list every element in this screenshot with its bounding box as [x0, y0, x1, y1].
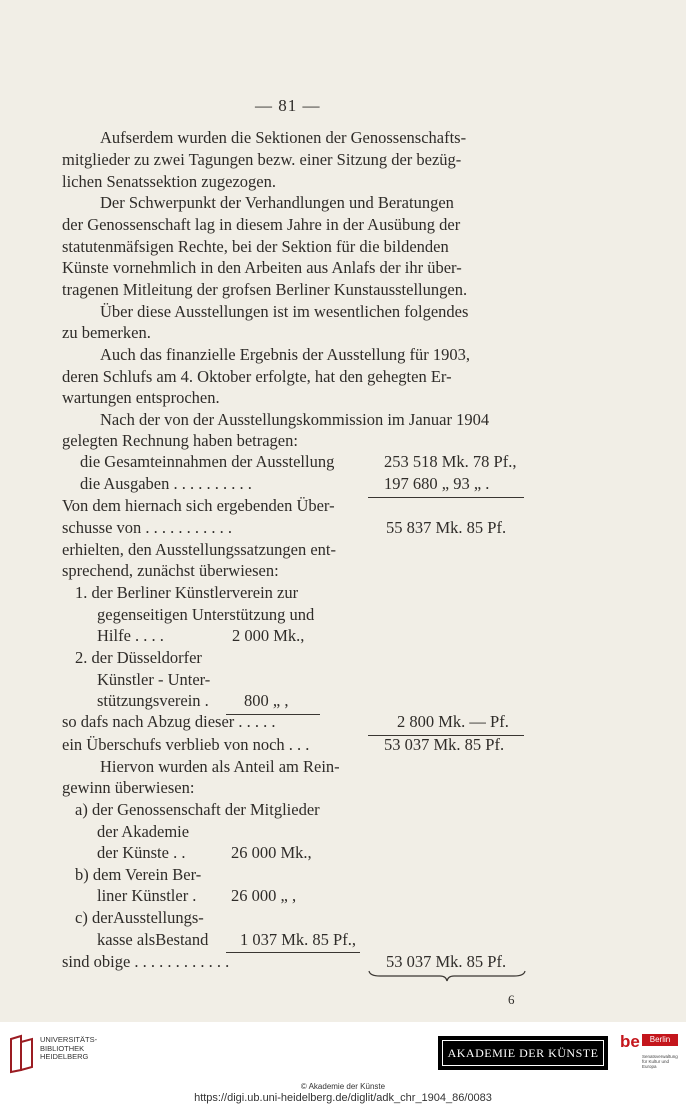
library-line-2: BIBLIOTHEK: [40, 1043, 85, 1053]
item-c-value: 1 037 Mk. 85 Pf.,: [240, 930, 356, 949]
income-value: 253 518 Mk. 78 Pf.,: [384, 452, 517, 471]
surplus-value: 55 837 Mk. 85 Pf.: [386, 518, 507, 537]
text-line-3: lichen Senatssektion zugezogen.: [62, 172, 276, 191]
library-name: [40, 1036, 97, 1062]
surplus-label-2: schusse von . . . . . . . . . . .: [62, 518, 233, 537]
text-line-12: deren Schlufs am 4. Oktober erfolgte, hat den gehegten Er-: [62, 367, 452, 386]
library-line-3: HEIDELBERG: [40, 1052, 89, 1061]
text-line-13: wartungen entsprochen.: [62, 388, 220, 407]
berlin-senate-text: Senatsverwaltung für Kultur und Europa: [642, 1054, 678, 1069]
expense-label: die Ausgaben . . . . . . . . . .: [80, 474, 252, 493]
item-b-line-1: b) dem Verein Ber-: [75, 865, 202, 884]
deduction-label: so dafs nach Abzug dieser . . . . .: [62, 712, 276, 731]
total-label: sind obige . . . . . . . . . . . .: [62, 952, 230, 971]
item-a-line-3: der Künste . .: [97, 843, 186, 862]
text-line-2: mitglieder zu zwei Tagungen bezw. einer Sitzung der bezüg-: [62, 150, 462, 169]
text-line-10: zu bemerken.: [62, 323, 151, 342]
text-line-9: Über diese Ausstellungen ist im wesentlichen folgendes: [100, 302, 469, 321]
text-line-4: Der Schwerpunkt der Verhandlungen und Beratungen: [100, 193, 454, 212]
item2-value: 800 „ ,: [244, 691, 289, 710]
permalink-url[interactable]: https://digi.ub.uni-heidelberg.de/diglit/adk_chr_1904_86/0083: [194, 1092, 492, 1104]
footer-bar: [0, 1022, 686, 1108]
deduction-value: 2 800 Mk. — Pf.: [397, 712, 509, 731]
text-line-6: statutenmäfsigen Rechte, bei der Sektion für die bildenden: [62, 237, 449, 256]
surplus-label-1: Von dem hiernach sich ergebenden Über-: [62, 496, 335, 515]
item1-value: 2 000 Mk.,: [232, 626, 305, 645]
text-line-5: der Genossenschaft lag in diesem Jahre in der Ausübung der: [62, 215, 461, 234]
academy-logo-text: AKADEMIE DER KÜNSTE: [442, 1040, 604, 1066]
text-line-1: Aufserdem wurden die Sektionen der Genossenschafts-: [100, 128, 467, 147]
received-line-1: erhielten, den Ausstellungssatzungen ent-: [62, 540, 337, 559]
share-line-2: gewinn überwiesen:: [62, 778, 195, 797]
text-line-15: gelegten Rechnung haben betragen:: [62, 431, 298, 450]
item-c-line-1: c) derAusstellungs-: [75, 908, 204, 927]
text-line-8: tragenen Mitleitung der grofsen Berliner Kunstausstellungen.: [62, 280, 468, 299]
sum-rule-4: [226, 952, 360, 953]
heidelberg-library-logo-icon[interactable]: [8, 1034, 36, 1074]
remainder-label: ein Überschufs verblieb von noch . . .: [62, 735, 310, 754]
item1-line-b: gegenseitigen Unterstützung und: [97, 605, 315, 624]
item-b-value: 26 000 „ ,: [231, 886, 297, 905]
item-a-line-2: der Akademie: [97, 822, 190, 841]
item2-line-c: stützungsverein .: [97, 691, 209, 710]
sum-rule-1: [368, 497, 524, 498]
item-a-line-1: a) der Genossenschaft der Mitglieder: [75, 800, 320, 819]
expense-value: 197 680 „ 93 „ .: [384, 474, 490, 493]
item2-line-b: Künstler - Unter-: [97, 670, 211, 689]
copyright-notice: © Akademie der Künste: [300, 1082, 386, 1091]
text-line-7: Künste vornehmlich in den Arbeiten aus Anlafs der ihr über-: [62, 258, 462, 277]
sheet-signature: 6: [508, 992, 515, 1007]
page-number: — 81 —: [255, 96, 321, 115]
berlin-red-box: Berlin: [642, 1034, 678, 1046]
total-value: 53 037 Mk. 85 Pf.: [386, 952, 507, 971]
text-line-14: Nach der von der Ausstellungskommission im Januar 1904: [100, 410, 490, 429]
item1-line-c: Hilfe . . . .: [97, 626, 164, 645]
academy-logo[interactable]: [438, 1036, 608, 1070]
berlin-senate-logo[interactable]: [620, 1032, 680, 1078]
income-label: die Gesamteinnahmen der Ausstellung: [80, 452, 335, 471]
item1-line-a: 1. der Berliner Künstlerverein zur: [75, 583, 299, 602]
share-line-1: Hiervon wurden als Anteil am Rein-: [100, 757, 340, 776]
text-line-11: Auch das finanzielle Ergebnis der Ausstellung für 1903,: [100, 345, 470, 364]
item-c-line-2: kasse alsBestand: [97, 930, 209, 949]
total-brace: [368, 970, 526, 982]
berlin-be-mark: be: [620, 1032, 640, 1051]
item-b-line-2: liner Künstler .: [97, 886, 197, 905]
library-line-1: UNIVERSITÄTS-: [40, 1035, 98, 1044]
item-a-value: 26 000 Mk.,: [231, 843, 312, 862]
remainder-value: 53 037 Mk. 85 Pf.: [384, 735, 505, 754]
item2-line-a: 2. der Düsseldorfer: [75, 648, 202, 667]
received-line-2: sprechend, zunächst überwiesen:: [62, 561, 279, 580]
